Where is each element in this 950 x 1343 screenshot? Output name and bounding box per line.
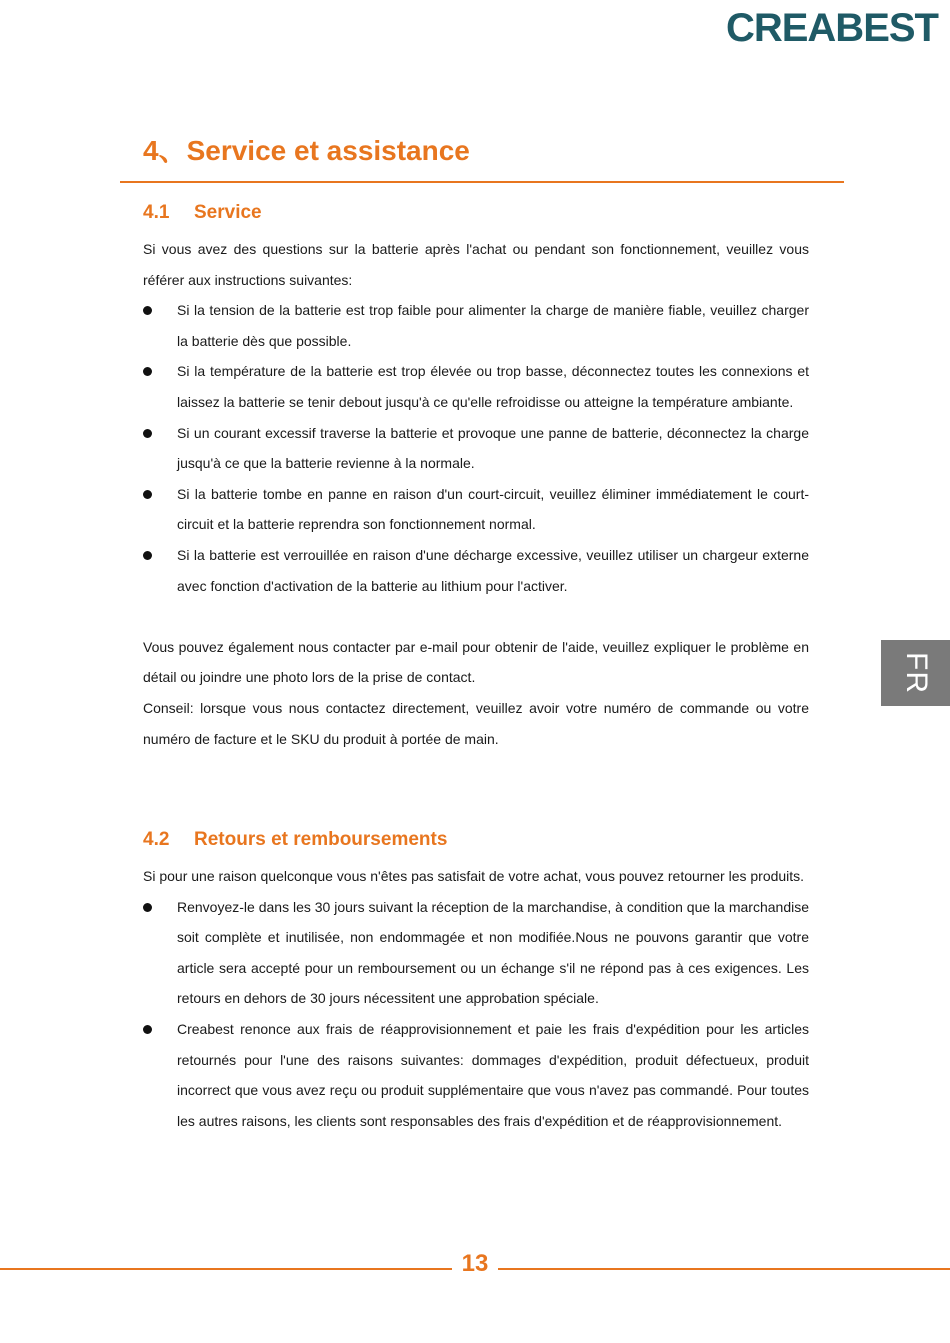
subsection-number: 4.1 bbox=[143, 202, 170, 223]
bullet-dot-icon bbox=[143, 306, 152, 315]
returns-content bbox=[143, 861, 809, 1136]
list-item bbox=[143, 892, 809, 1014]
service-intro: Si vous avez des questions sur la batterie après l'achat ou pendant son fonctionnement, veuillez vous référer aux instructions suivantes: bbox=[143, 241, 809, 288]
bullet-dot-icon bbox=[143, 490, 152, 499]
paragraph-spacer bbox=[143, 601, 809, 632]
page-number: 13 bbox=[461, 1250, 489, 1277]
list-item-text: Renvoyez-le dans les 30 jours suivant la réception de la marchandise, à condition que la marchandise soit complète et inutilisée, non endommagée et non modifiée.Nous ne pouvons garantir que votre article sera accepté pour un remboursement ou un échange s'il ne répond pas à ces exigences. Les retours en dehors de 30 jours nécessitent une approbation spéciale. bbox=[177, 898, 809, 1007]
contact-paragraph: Vous pouvez également nous contacter par e-mail pour obtenir de l'aide, veuillez expliquer le problème en détail ou joindre une photo lors de la prise de contact. bbox=[143, 638, 809, 686]
list-item bbox=[143, 356, 809, 417]
list-item bbox=[143, 1014, 809, 1136]
list-item bbox=[143, 479, 809, 540]
list-item-text: Si un courant excessif traverse la batterie et provoque une panne de batterie, déconnectez la charge jusqu'à ce que la batterie revienne à la normale. bbox=[177, 424, 809, 472]
list-item-text: Creabest renonce aux frais de réapprovisionnement et paie les frais d'expédition pour les articles retournés pour l'une des raisons suivantes: dommages d'expédition, produit défectueux, produit incorrect que vous avez reçu ou produit supplémentaire que vous n'avez pas commandé. Pour toutes les autres raisons, les clients sont responsables des frais d'expédition et de réapprovisionnement. bbox=[177, 1020, 809, 1129]
brand-logo: CREABEST bbox=[725, 6, 938, 50]
footer-rule-right bbox=[498, 1268, 950, 1270]
returns-intro: Si pour une raison quelconque vous n'êtes pas satisfait de votre achat, vous pouvez retourner les produits. bbox=[143, 868, 805, 884]
list-item bbox=[143, 418, 809, 479]
subsection-title: Service bbox=[194, 202, 262, 223]
bullet-dot-icon bbox=[143, 551, 152, 560]
list-item bbox=[143, 295, 809, 356]
subsection-number: 4.2 bbox=[143, 829, 170, 850]
tip-paragraph: Conseil: lorsque vous nous contactez directement, veuillez avoir votre numéro de commande ou votre numéro de facture et le SKU du produit à portée de main. bbox=[143, 699, 809, 747]
list-item-text: Si la température de la batterie est trop élevée ou trop basse, déconnectez toutes les connexions et laissez la batterie se tenir debout jusqu'à ce qu'elle refroidisse ou atteigne la température ambiante. bbox=[177, 363, 809, 410]
section-title: 4、Service et assistance bbox=[143, 135, 470, 166]
bullet-dot-icon bbox=[143, 429, 152, 438]
subsection-heading-returns bbox=[143, 829, 447, 852]
section-title-rule bbox=[120, 181, 844, 183]
bullet-dot-icon bbox=[143, 903, 152, 912]
language-tab bbox=[881, 640, 950, 706]
list-item bbox=[143, 540, 809, 601]
subsection-title: Retours et remboursements bbox=[194, 829, 448, 850]
bullet-dot-icon bbox=[143, 367, 152, 376]
list-item-text: Si la batterie tombe en panne en raison d'un court-circuit, veuillez éliminer immédiatement le court-circuit et la batterie reprendra son fonctionnement normal. bbox=[177, 485, 809, 533]
returns-bullet-list bbox=[143, 892, 809, 1137]
list-item-text: Si la tension de la batterie est trop faible pour alimenter la charge de manière fiable, veuillez charger la batterie dès que possible. bbox=[177, 302, 809, 349]
service-content bbox=[143, 234, 809, 754]
language-tab-label: FR bbox=[899, 652, 933, 694]
subsection-heading-service bbox=[143, 202, 262, 225]
bullet-dot-icon bbox=[143, 1025, 152, 1034]
list-item-text: Si la batterie est verrouillée en raison d'une décharge excessive, veuillez utiliser un chargeur externe avec fonction d'activation de la batterie au lithium pour l'activer. bbox=[177, 546, 809, 594]
service-bullet-list bbox=[143, 295, 809, 601]
